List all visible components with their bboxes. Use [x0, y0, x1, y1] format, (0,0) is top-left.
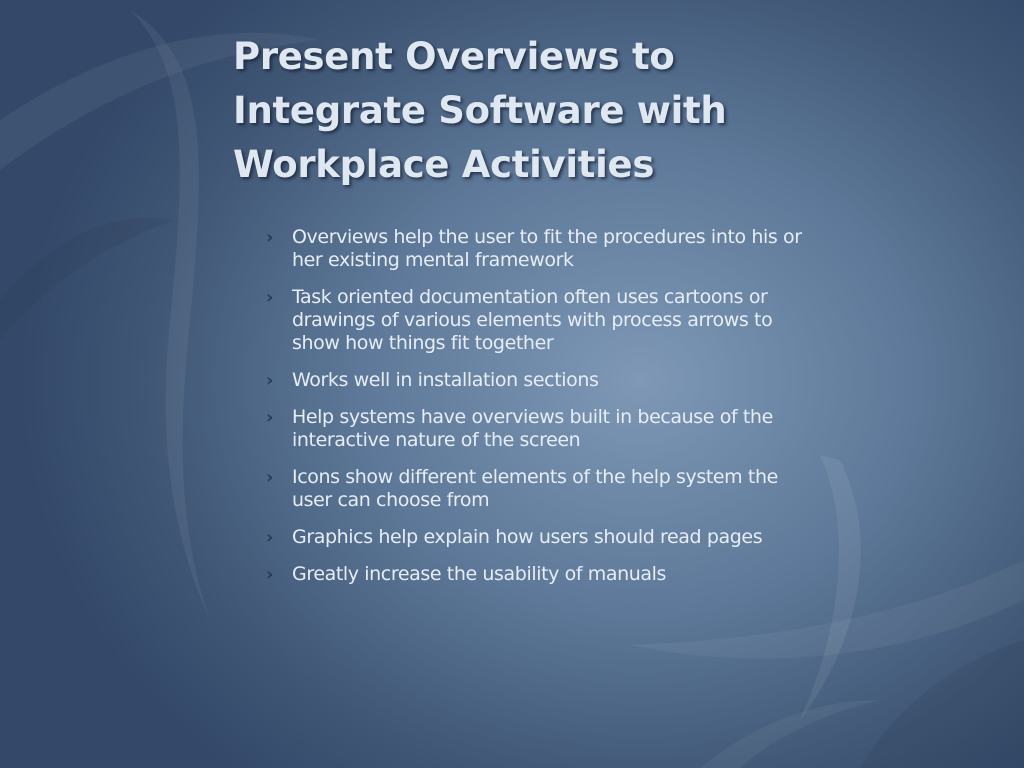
bullet-item [266, 406, 811, 452]
chevron-right-icon: › [266, 407, 274, 428]
chevron-right-icon: › [266, 527, 274, 548]
bullet-item [266, 563, 811, 586]
chevron-right-icon: › [266, 227, 274, 248]
bullet-text: Greatly increase the usability of manuals [292, 563, 667, 585]
bullet-text: Overviews help the user to fit the procedures into his or her existing mental framework [292, 226, 802, 271]
bullet-text: Icons show different elements of the help system the user can choose from [292, 466, 778, 511]
bullet-text: Works well in installation sections [292, 369, 599, 391]
bullet-item [266, 466, 811, 512]
bullet-item [266, 526, 811, 549]
bullet-item [266, 226, 811, 272]
chevron-right-icon: › [266, 467, 274, 488]
chevron-right-icon: › [266, 287, 274, 308]
chevron-right-icon: › [266, 564, 274, 585]
bullet-text: Graphics help explain how users should read pages [292, 526, 763, 548]
bullet-item [266, 369, 811, 392]
slide-title: Present Overviews to Integrate Software with Workplace Activities [233, 35, 727, 186]
chevron-right-icon: › [266, 370, 274, 391]
bullet-item [266, 286, 811, 355]
bullet-list [266, 226, 811, 600]
bullet-text: Help systems have overviews built in because of the interactive nature of the screen [292, 406, 773, 451]
bullet-text: Task oriented documentation often uses cartoons or drawings of various elements with process arrows to show how things fit together [292, 286, 773, 354]
